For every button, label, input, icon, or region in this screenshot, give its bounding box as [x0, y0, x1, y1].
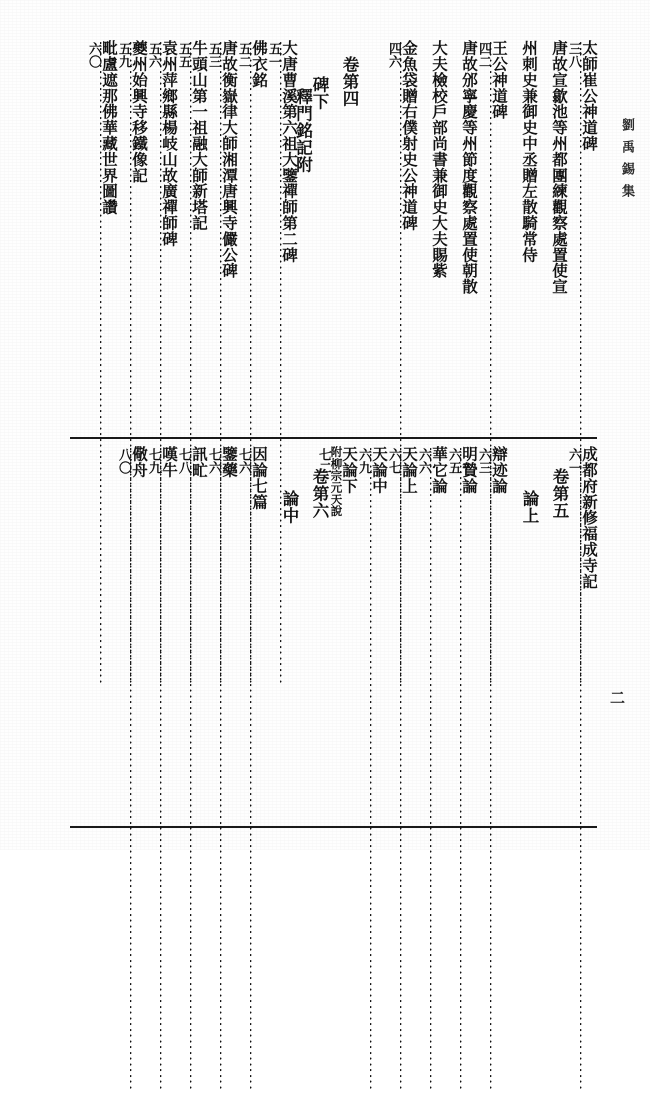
toc-leader-dots: [130, 447, 132, 1099]
toc-entry-page-number: 六三: [476, 448, 491, 474]
toc-entry-page-number: 六一: [566, 448, 581, 474]
toc-entry-title: 佛衣銘: [250, 40, 269, 88]
toc-entry-title: 辯迹論: [490, 446, 509, 494]
toc-entry[interactable]: [267, 40, 297, 432]
toc-entry-page-number: 五三: [206, 42, 221, 68]
toc-entry-title: 華它論: [430, 446, 449, 494]
toc-entry-title: 鑒藥: [220, 446, 239, 478]
toc-entry-title: 因論七篇: [250, 446, 269, 510]
toc-section-heading: [327, 40, 357, 448]
toc-entry[interactable]: [447, 40, 477, 432]
toc-section-heading: [537, 446, 567, 846]
toc-entry-page-number: 七八: [176, 448, 191, 474]
toc-entry[interactable]: [357, 446, 387, 824]
toc-heading-label: 卷第六: [310, 468, 329, 519]
toc-entry-page-number: 三八: [566, 42, 581, 68]
toc-leader-dots: [250, 447, 252, 1099]
toc-entry-title: 唐故宣歙池等州都團練觀察處置使宣: [550, 40, 569, 295]
toc-entry-title: 天論中: [370, 446, 389, 494]
toc-leader-dots: [160, 447, 162, 1099]
toc-entry-page-number: 六六: [416, 448, 431, 474]
toc-entry-title: 毗盧遮那佛華藏世界圖讚: [100, 40, 119, 215]
toc-entry-title: 唐故衡嶽律大師湘潭唐興寺儼公碑: [220, 40, 239, 279]
toc-entry-title: 成都府新修福成寺記: [580, 446, 599, 590]
toc-leader-dots: [370, 447, 372, 1099]
toc-entry-page-number: 五六: [146, 42, 161, 68]
toc-entry-page-number: 五五: [176, 42, 191, 68]
toc-entry-title: 訊甿: [190, 446, 209, 478]
toc-entry-page-number: 七六: [236, 448, 251, 474]
toc-leader-dots: [400, 447, 402, 1099]
toc-entry-page-number: 六七: [386, 448, 401, 474]
toc-entry-page-number: 六〇: [86, 42, 101, 68]
toc-entry-page-number: 五二: [236, 42, 251, 68]
toc-entry-title: 州刺史兼御史中丞贈左散騎常侍: [520, 40, 539, 263]
folio-number: 二: [608, 690, 626, 705]
toc-section-heading: [297, 446, 327, 846]
toc-section-heading: [507, 446, 537, 868]
toc-entry-title: 太師崔公神道碑: [580, 40, 599, 152]
toc-entry-page-number: 七九: [146, 448, 161, 474]
toc-heading-label: 論中: [280, 490, 299, 524]
toc-entry-page-number: 六五: [446, 448, 461, 474]
toc-leader-dots: [460, 447, 462, 1099]
toc-entry-page-number: 五一: [266, 42, 281, 68]
toc-entry-title: 明贄論: [460, 446, 479, 494]
toc-entry-title: 天論下: [340, 446, 359, 494]
toc-entry-page-number: 七六: [206, 448, 221, 474]
toc-entry-subtitle: 附柳宗元天說: [329, 446, 344, 517]
toc-entry[interactable]: [117, 446, 147, 824]
toc-entry-title: 王公神道碑: [490, 40, 509, 120]
toc-entry-title: 儆舟: [130, 446, 149, 478]
toc-heading-subtitle: 釋門銘記附: [293, 88, 313, 173]
toc-section-upper: [70, 40, 597, 432]
toc-heading-label: 卷第五: [550, 468, 569, 519]
toc-entry-title: 天論上: [400, 446, 419, 494]
toc-entry[interactable]: [567, 40, 597, 432]
toc-entry-title: 嘆牛: [160, 446, 179, 478]
toc-entry[interactable]: [477, 446, 507, 824]
toc-entry[interactable]: [387, 446, 417, 824]
toc-entry-title: 金魚袋贈右僕射史公神道碑: [400, 40, 419, 231]
toc-section-lower: [70, 446, 597, 824]
toc-entry[interactable]: [417, 40, 447, 432]
toc-leader-dots: [490, 447, 492, 1099]
toc-entry[interactable]: [387, 40, 417, 432]
toc-section-heading: [293, 40, 329, 468]
toc-entry-title: 牛頭山第一祖融大師新塔記: [190, 40, 209, 231]
toc-entry-page-number: 八〇: [116, 448, 131, 474]
toc-column-spacer: [357, 40, 387, 432]
toc-entry[interactable]: [237, 446, 267, 824]
toc-entry-page-number: 五九: [116, 42, 131, 68]
toc-entry[interactable]: [447, 446, 477, 824]
toc-entry-page-number: 四六: [386, 42, 401, 68]
toc-entry[interactable]: [177, 446, 207, 824]
toc-entry-title: 夔州始興寺移鐵像記: [130, 40, 149, 184]
toc-heading-label: 論上: [520, 490, 539, 524]
toc-heading-label: 卷第四: [340, 56, 359, 107]
toc-entry[interactable]: [87, 40, 117, 432]
toc-entry[interactable]: [507, 40, 537, 432]
toc-entry[interactable]: [147, 40, 177, 432]
toc-entry-title: 袁州萍鄉縣楊岐山故廣禪師碑: [160, 40, 179, 247]
toc-entry[interactable]: [237, 40, 267, 432]
toc-leader-dots: [430, 447, 432, 1099]
toc-entry-title: 大夫檢校戶部尚書兼御史大夫賜紫: [430, 40, 449, 279]
toc-entry-page-number: 七二: [316, 448, 331, 474]
toc-section-heading: [267, 446, 297, 868]
toc-heading-label: 碑下: [310, 76, 329, 110]
toc-entry[interactable]: [207, 446, 237, 824]
toc-leader-dots: [190, 447, 192, 1099]
toc-entry-title: 大唐曹溪第六祖大鑒禪師第二碑: [280, 40, 299, 263]
toc-entry[interactable]: [147, 446, 177, 824]
toc-entry[interactable]: [537, 40, 567, 432]
toc-leader-dots: [220, 447, 222, 1099]
toc-entry[interactable]: [207, 40, 237, 432]
toc-entry[interactable]: [117, 40, 147, 432]
running-head: 劉禹錫集: [619, 118, 634, 206]
toc-entry-title: 唐故邠寧慶等州節度觀察處置使朝散: [460, 40, 479, 295]
toc-entry-page-number: 四二: [476, 42, 491, 68]
toc-entry[interactable]: [567, 446, 597, 824]
toc-entry-page-number: 六九: [356, 448, 371, 474]
toc-leader-dots: [580, 447, 582, 1099]
toc-entry[interactable]: [177, 40, 207, 432]
toc-entry[interactable]: [477, 40, 507, 432]
toc-entry[interactable]: [417, 446, 447, 824]
